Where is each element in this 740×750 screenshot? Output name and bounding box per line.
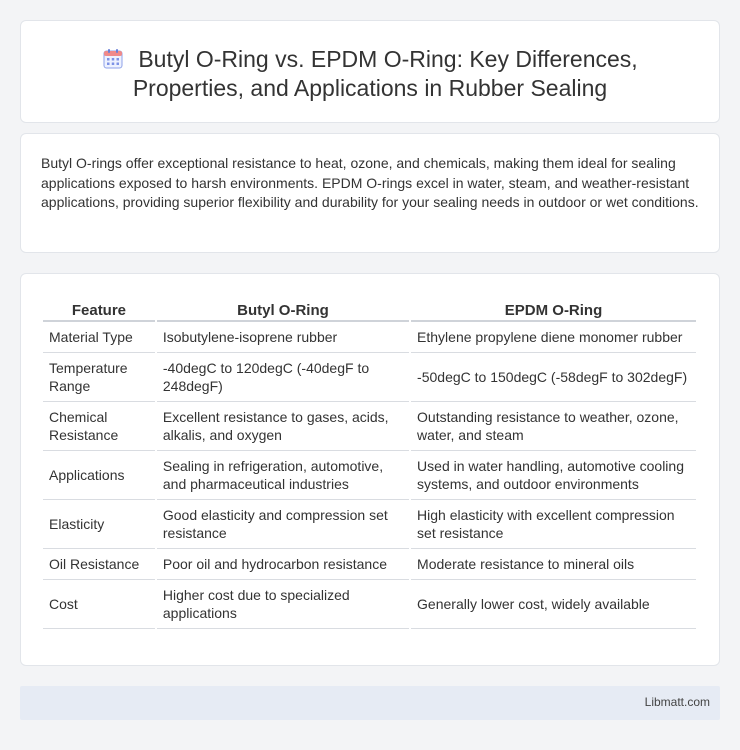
row-feature: Cost	[43, 580, 155, 629]
row-feature: Oil Resistance	[43, 549, 155, 580]
row-butyl: Sealing in refrigeration, automotive, and pharmaceutical industries	[157, 451, 409, 500]
title-line-2: Properties, and Applications in Rubber Sealing	[132, 75, 608, 101]
row-epdm: Ethylene propylene diene monomer rubber	[411, 322, 696, 353]
comparison-card	[20, 273, 720, 666]
page-title	[21, 45, 719, 103]
row-butyl: -40degC to 120degC (-40degF to 248degF)	[157, 353, 409, 402]
table-row	[43, 322, 696, 353]
table-header-row	[43, 294, 696, 322]
row-epdm: Moderate resistance to mineral oils	[411, 549, 696, 580]
intro-paragraph: Butyl O-rings offer exceptional resistance to heat, ozone, and chemicals, making them ideal for sealing applications exposed to harsh environments. EPDM O-rings excel in water, steam, and weather-resistant applications, providing superior flexibility and durability for your sealing needs in outdoor or wet conditions.	[41, 155, 699, 210]
row-epdm: Outstanding resistance to weather, ozone, water, and steam	[411, 402, 696, 451]
row-butyl: Isobutylene-isoprene rubber	[157, 322, 409, 353]
header-epdm: EPDM O-Ring	[411, 294, 696, 322]
footer-site-link[interactable]: Libmatt.com	[644, 695, 710, 709]
row-feature: Elasticity	[43, 500, 155, 549]
row-feature: Applications	[43, 451, 155, 500]
row-butyl: Good elasticity and compression set resistance	[157, 500, 409, 549]
table-row	[43, 549, 696, 580]
table-row	[43, 580, 696, 629]
title-card	[20, 20, 720, 123]
row-feature: Temperature Range	[43, 353, 155, 402]
calendar-icon	[102, 48, 124, 70]
row-feature: Chemical Resistance	[43, 402, 155, 451]
header-feature: Feature	[43, 294, 155, 322]
row-butyl: Excellent resistance to gases, acids, alkalis, and oxygen	[157, 402, 409, 451]
row-feature: Material Type	[43, 322, 155, 353]
table-row	[43, 402, 696, 451]
row-epdm: Generally lower cost, widely available	[411, 580, 696, 629]
header-butyl: Butyl O-Ring	[157, 294, 409, 322]
title-line-1: Butyl O-Ring vs. EPDM O-Ring: Key Differences,	[138, 46, 638, 72]
comparison-table	[41, 294, 698, 629]
row-butyl: Poor oil and hydrocarbon resistance	[157, 549, 409, 580]
table-row	[43, 500, 696, 549]
table-row	[43, 353, 696, 402]
table-row	[43, 451, 696, 500]
row-epdm: High elasticity with excellent compression set resistance	[411, 500, 696, 549]
row-epdm: -50degC to 150degC (-58degF to 302degF)	[411, 353, 696, 402]
row-butyl: Higher cost due to specialized applications	[157, 580, 409, 629]
row-epdm: Used in water handling, automotive cooling systems, and outdoor environments	[411, 451, 696, 500]
footer-bar	[20, 686, 720, 720]
intro-card	[20, 133, 720, 253]
